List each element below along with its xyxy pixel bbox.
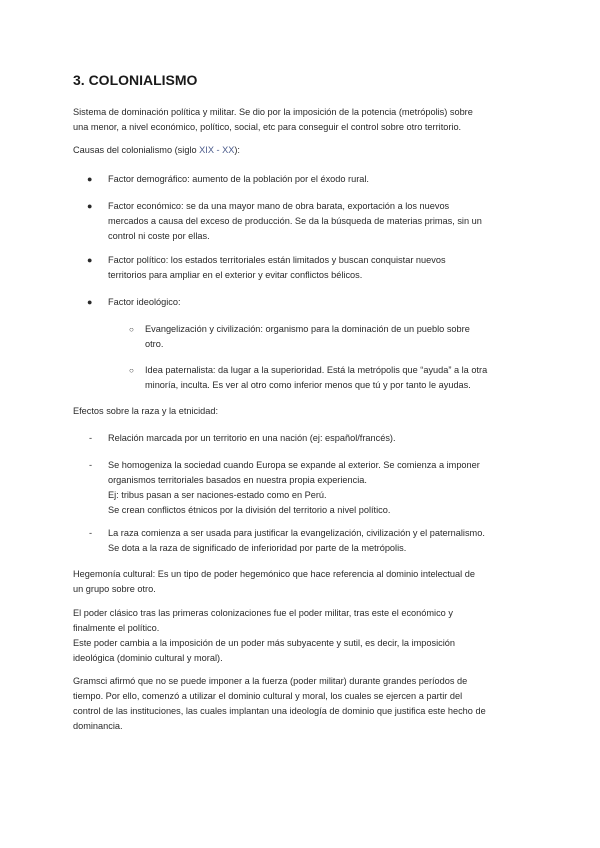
century-range: XIX - XX — [199, 145, 235, 155]
bullet-icon: ● — [87, 201, 93, 211]
section-title: 3. COLONIALISMO — [73, 72, 198, 88]
intro-line: Sistema de dominación política y militar. Se dio por la imposición de la potencia (metrópolis) sobre — [73, 107, 473, 117]
intro-paragraph — [73, 105, 473, 135]
gramsci-paragraph: Gramsci afirmó que no se puede imponer a la fuerza (poder militar) durante grandes períodos de tiempo. Por ello, comenzó a utilizar el dominio cultural y moral, los cuales se ejercen a partir del control de las instituciones, las cuales implantan una ideología de dominio que justifica este hecho de dominancia. — [73, 676, 486, 731]
hollow-bullet-icon: ○ — [129, 325, 134, 334]
dash-icon: - — [89, 433, 93, 443]
power-paragraph: El poder clásico tras las primeras colonizaciones fue el poder militar, tras este el económico y finalmente el político. Este poder cambia a la imposición de un poder más subyacente y sutil, es decir, la imposición ideológica (dominio cultural y moral). — [73, 608, 455, 663]
bullet-icon: ● — [87, 255, 93, 265]
effects-label: Efectos sobre la raza y la etnicidad: — [73, 406, 219, 416]
causes-label: Causas del colonialismo (siglo XIX - XX): — [73, 145, 240, 155]
bullet-icon: ● — [87, 174, 93, 184]
hollow-bullet-icon: ○ — [129, 366, 134, 375]
dash-icon: - — [89, 528, 93, 538]
hegemony-paragraph: Hegemonía cultural: Es un tipo de poder hegemónico que hace referencia al dominio intelectual de un grupo sobre otro. — [73, 569, 475, 594]
bullet-icon: ● — [87, 297, 93, 307]
dash-icon: - — [89, 460, 93, 470]
intro-line: una menor, a nivel económico, político, social, etc para conseguir el control sobre otro territorio. — [73, 122, 462, 132]
